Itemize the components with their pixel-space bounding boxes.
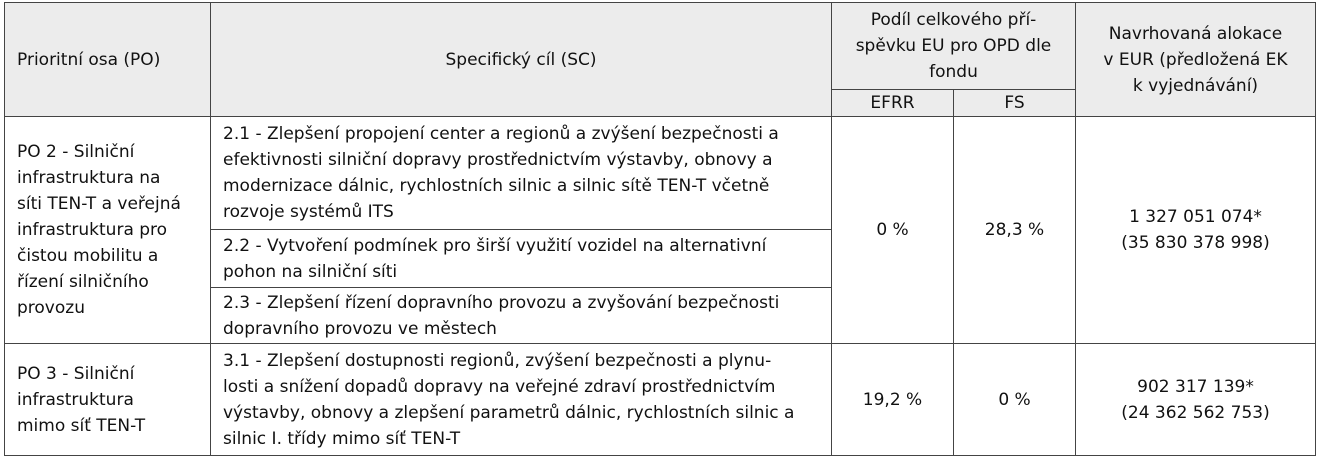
efrr-cell xyxy=(832,344,954,456)
header-eu-share xyxy=(832,3,1076,90)
header-specific-goal xyxy=(211,3,832,117)
fs-cell xyxy=(954,344,1076,456)
priority-axis-line: mimo síť TEN-T xyxy=(17,415,146,436)
specific-goal-line: dopravního provozu ve městech xyxy=(223,318,497,339)
priority-axis-cell xyxy=(5,117,211,344)
header-eu-share-line: Podíl celkového pří- xyxy=(870,10,1037,30)
header-eu-share-line: fondu xyxy=(929,62,978,82)
fs-value: 0 % xyxy=(998,389,1031,410)
specific-goal-line: modernizace dálnic, rychlostních silnic a silnic sítě TEN-T včetně xyxy=(223,176,770,196)
specific-goal-line: rozvoje systémů ITS xyxy=(223,202,394,222)
allocation-cell xyxy=(1076,117,1316,344)
efrr-value: 0 % xyxy=(876,220,909,240)
header-fs-label: FS xyxy=(1004,93,1025,113)
allocation-eur: 902 317 139* xyxy=(1137,376,1254,397)
efrr-cell xyxy=(832,117,954,344)
specific-goal-line: 2.3 - Zlepšení řízení dopravního provozu a zvyšování bezpečnosti xyxy=(223,292,780,313)
header-allocation-line: v EUR (předložená EK xyxy=(1103,49,1288,70)
specific-goal-cell xyxy=(211,344,832,456)
specific-goal-cell xyxy=(211,117,832,230)
allocation-czk: (35 830 378 998) xyxy=(1121,233,1270,253)
priority-axis-line: infrastruktura pro xyxy=(17,220,168,240)
specific-goal-line: výstavby, obnovy a zlepšení parametrů dálnic, rychlostních silnic a xyxy=(223,402,795,423)
allocation-eur: 1 327 051 074* xyxy=(1129,207,1262,227)
allocation-czk: (24 362 562 753) xyxy=(1121,402,1270,423)
fs-cell xyxy=(954,117,1076,344)
efrr-value: 19,2 % xyxy=(862,389,923,410)
priority-axis-line: PO 2 - Silniční xyxy=(17,142,135,162)
header-eu-share-line: spěvku EU pro OPD dle xyxy=(855,36,1052,56)
specific-goal-line: silnic I. třídy mimo síť TEN-T xyxy=(223,428,461,449)
header-efrr-label: EFRR xyxy=(870,93,915,113)
header-priority-axis xyxy=(5,3,211,117)
specific-goal-line: losti a snížení dopadů dopravy na veřejné zdraví prostřednictvím xyxy=(223,376,776,397)
header-specific-goal-label: Specifický cíl (SC) xyxy=(445,49,597,70)
priority-axis-line: síti TEN-T a veřejná xyxy=(17,194,181,214)
priority-axis-line: provozu xyxy=(17,298,85,318)
header-fs xyxy=(954,90,1076,117)
table-row xyxy=(5,117,1316,230)
specific-goal-line: 3.1 - Zlepšení dostupnosti regionů, zvýšení bezpečnosti a plynu- xyxy=(223,350,772,371)
priority-axis-line: řízení silničního xyxy=(17,272,149,292)
specific-goal-cell xyxy=(211,230,832,288)
specific-goal-cell xyxy=(211,288,832,344)
header-allocation-line: Navrhovaná alokace xyxy=(1108,23,1283,44)
priority-axis-line: infrastruktura xyxy=(17,389,134,410)
header-efrr xyxy=(832,90,954,117)
header-row xyxy=(5,3,1316,90)
fs-value: 28,3 % xyxy=(984,220,1045,240)
table-row xyxy=(5,344,1316,456)
header-allocation-line: k vyjednávání) xyxy=(1132,75,1259,96)
priority-axis-cell xyxy=(5,344,211,456)
specific-goal-line: efektivnosti silniční dopravy prostřednictvím výstavby, obnovy a xyxy=(223,150,773,170)
priority-axis-line: infrastruktura na xyxy=(17,168,161,188)
header-priority-axis-label: Prioritní osa (PO) xyxy=(17,49,161,70)
specific-goal-line: pohon na silniční síti xyxy=(223,261,398,282)
specific-goal-line: 2.2 - Vytvoření podmínek pro širší využití vozidel na alternativní xyxy=(223,235,767,256)
priority-axis-line: čistou mobilitu a xyxy=(17,246,159,266)
header-allocation xyxy=(1076,3,1316,117)
priority-axis-line: PO 3 - Silniční xyxy=(17,363,135,384)
allocation-table xyxy=(4,2,1316,456)
allocation-cell xyxy=(1076,344,1316,456)
specific-goal-line: 2.1 - Zlepšení propojení center a regionů a zvýšení bezpečnosti a xyxy=(223,124,779,144)
